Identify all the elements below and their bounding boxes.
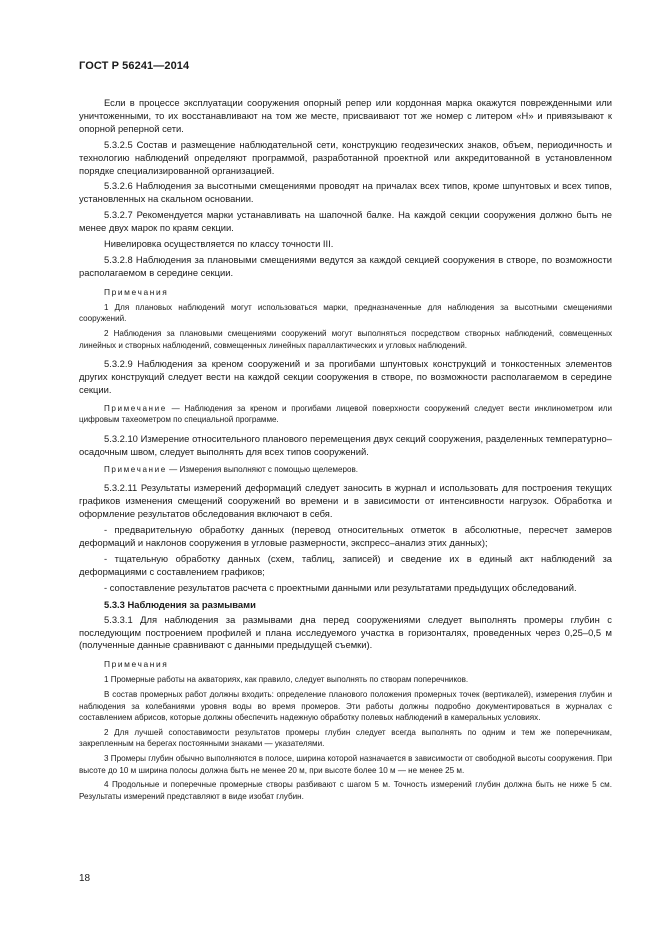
paragraph: Если в процессе эксплуатации сооружения опорный репер или кордонная марка окажутся поврежденными или уничтоженными, то их восстанавливают на том же месте, присваивают тот же номер с литером «Н» и привязывают к опорной реперной сети. [79, 97, 612, 134]
note-label: Примечание [104, 464, 167, 474]
paragraph-5-3-3-1: 5.3.3.1 Для наблюдения за размывами дна перед сооружениями следует выполнять промеры глубин с последующим построением профилей и плана исследуемого участка в горизонталях, проведенных через 0,25–0,5 м (полученные данные сравнивают с данными предыдущей съемки). [79, 613, 612, 651]
note: 2 Наблюдения за плановыми смещениями сооружений могут выполняться посредством створных наблюдений, совмещенных линейных и створных наблюдений, совмещенных линейных параллактических и угловых наблюдений. [79, 328, 612, 350]
paragraph-5-3-2-5: 5.3.2.5 Состав и размещение наблюдательной сети, конструкцию геодезических знаков, объем, периодичность и технологию наблюдений определяют программой, разработанной проектной или аккредитованной в установленном порядке специализированной организацией. [79, 138, 612, 176]
note-text: — Измерения выполняют с помощью щелемеров. [166, 464, 358, 474]
note [79, 403, 612, 426]
note [79, 464, 612, 476]
paragraph-5-3-2-8: 5.3.2.8 Наблюдения за плановыми смещениями ведутся за каждой секцией сооружения в створе, по возможности располагаемом в середине секции. [79, 253, 612, 278]
list-item: - предварительную обработку данных (перевод относительных отметок в абсолютные, пересчет замеров деформаций и наклонов сооружения в угловые размерности, экспресс–анализ этих данных); [79, 524, 612, 549]
note-label: Примечание [104, 403, 167, 413]
list-item: - тщательную обработку данных (схем, таблиц, записей) и сведение их в единый акт наблюдений за деформациями с составлением графиков; [79, 553, 612, 577]
note: 3 Промеры глубин обычно выполняются в полосе, ширина которой назначается в зависимости от свободной высоты сооружения. При высоте до 10 м ширина полосы должна быть не менее 20 м, при высоте более 10 м — не менее 25 м. [79, 753, 612, 775]
note: 4 Продольные и поперечные промерные створы разбивают с шагом 5 м. Точность измерений глубин должна быть не ниже 5 см. Результаты измерений представляют в виде изобат глубин. [79, 780, 612, 801]
paragraph-5-3-2-10: 5.3.2.10 Измерение относительного планового перемещения двух секций сооружения, разделенных температурно–осадочным швом, следует выполнять для всех типов сооружений. [79, 433, 612, 457]
paragraph: Нивелировка осуществляется по классу точности III. [104, 238, 334, 250]
paragraph-5-3-2-11: 5.3.2.11 Результаты измерений деформаций следует заносить в журнал и использовать для построения текущих графиков изменения смещений сооружений во времени и в зависимости от интенсивности нагрузок. Обработка и оформление результатов обследования включают в себя. [79, 482, 612, 520]
note: 2 Для лучшей сопоставимости результатов промеры глубин следует всегда выполнять по одним и тем же поперечникам, закрепленным на берегах постоянными знаками — указателями. [79, 727, 612, 749]
note: 1 Промерные работы на акваториях, как правило, следует выполнять по створам поперечников. [104, 675, 469, 685]
paragraph-5-3-2-6: 5.3.2.6 Наблюдения за высотными смещениями проводят на причалах всех типов, кроме шпунтовых и всех типов, установленных на скальном основании. [79, 180, 612, 205]
list-item: - сопоставление результатов расчета с проектными данными или результатами предыдущих обследований. [104, 581, 577, 593]
notes-heading: Примечания [104, 659, 169, 670]
section-heading-5-3-3: 5.3.3 Наблюдения за размывами [104, 598, 256, 610]
paragraph-5-3-2-7: 5.3.2.7 Рекомендуется марки устанавливать на шапочной балке. На каждой секции сооружения должно быть не менее двух марок по краям секции. [79, 209, 612, 234]
page-body [79, 97, 612, 805]
paragraph-5-3-2-9: 5.3.2.9 Наблюдения за креном сооружений и за прогибами шпунтовых конструкций и тонкостенных элементов других конструкций следует вести на каждой секции сооружения в створе, по возможности располагаемом в середине секции. [79, 358, 612, 395]
note-text: — Наблюдения за креном и прогибами лицевой поверхности сооружений следует вести инклинометром или цифровым тахеометром по специальной программе. [79, 403, 612, 425]
notes-heading: Примечания [104, 286, 169, 297]
page-number: 18 [79, 873, 91, 884]
note: 1 Для плановых наблюдений могут использоваться марки, предназначенные для наблюдения за высотными смещениями сооружений. [79, 302, 612, 324]
note: В состав промерных работ должны входить: определение планового положения промерных точек (вертикалей), измерения глубин и наблюдения за колебаниями уровня воды во время промеров. Эти работы должны подробно документироваться в журналах с составлением абрисов, которые должны обеспечить надежную обработку полевых наблюдений в камеральных условиях. [79, 689, 612, 723]
document-header: ГОСТ Р 56241—2014 [79, 60, 190, 72]
